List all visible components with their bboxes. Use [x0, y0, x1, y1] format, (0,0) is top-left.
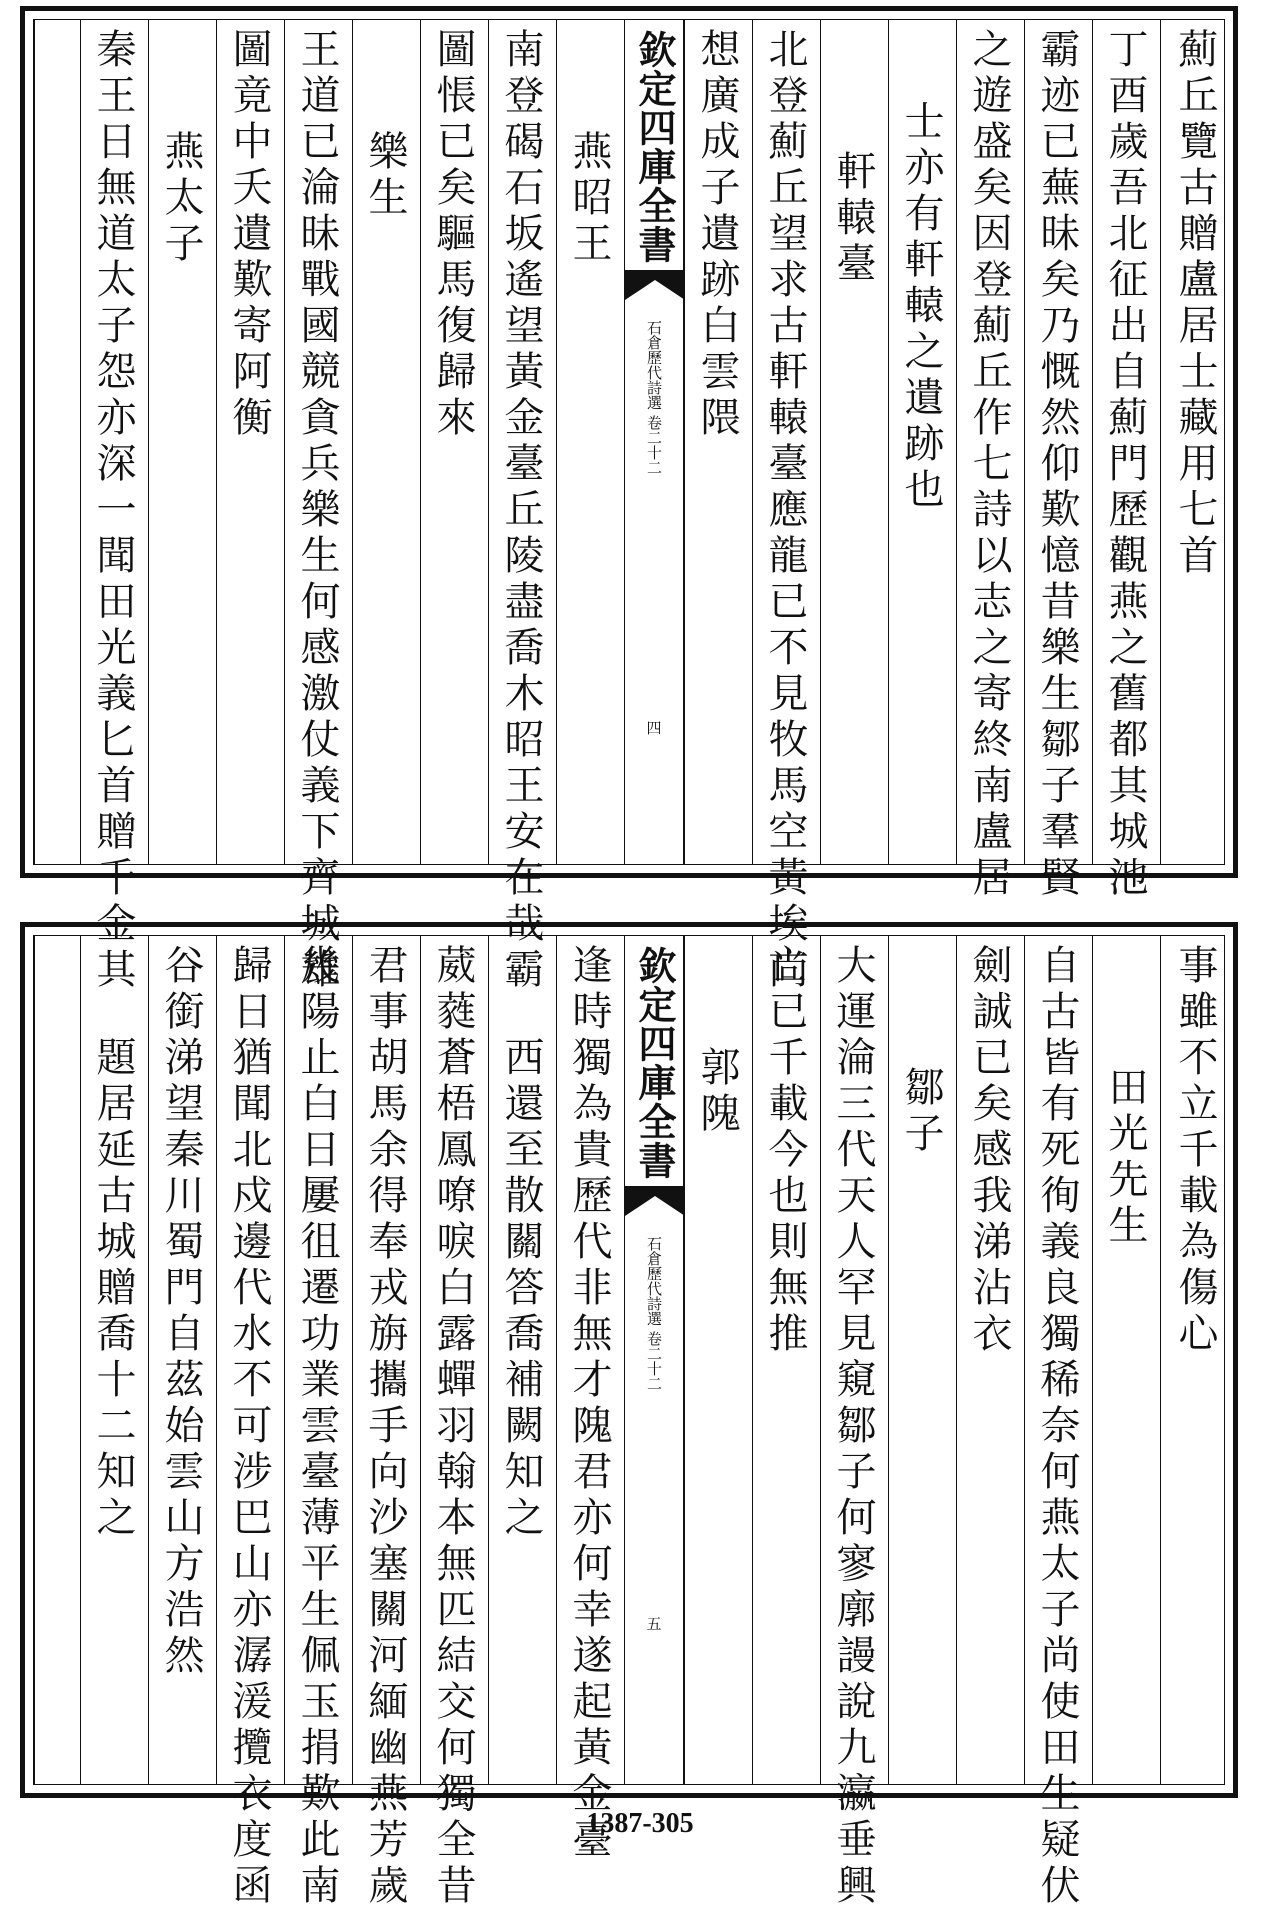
text-column	[284, 20, 352, 994]
text-column	[80, 936, 148, 1784]
source-name: 石倉歷代詩選	[645, 1236, 663, 1326]
column-text: 之遊盛矣因登薊丘作七詩以志之寄終南盧居	[966, 28, 1012, 902]
text-column	[888, 936, 956, 1784]
text-column	[80, 20, 148, 994]
text-column	[956, 936, 1024, 1784]
text-column	[420, 20, 488, 864]
source-title	[645, 1236, 663, 1391]
text-column	[684, 936, 752, 1784]
column-text: 君事胡馬余得奉戎旃攜手向沙塞關河緬幽燕芳歲	[362, 944, 408, 1910]
center-gutter	[624, 936, 684, 1784]
text-column	[420, 936, 488, 1910]
column-text: 想廣成子遺跡白雲隈	[694, 28, 740, 442]
column-text: 王道已淪昧戰國競貪兵樂生何感激仗義下齊城雄	[294, 28, 340, 994]
column-text: 圖悵已矣驅馬復歸來	[430, 28, 476, 442]
margin-column	[34, 20, 80, 864]
text-column	[556, 936, 624, 1864]
text-column	[216, 20, 284, 864]
column-text: 鄒子	[898, 1066, 944, 1158]
text-column	[488, 936, 556, 1784]
column-text: 谷銜涕望秦川蜀門自茲始雲山方浩然	[158, 944, 204, 1680]
column-text: 北登薊丘望求古軒轅臺應龍已不見牧馬空黃埃尚	[762, 28, 808, 994]
text-column	[488, 20, 556, 994]
text-column	[684, 20, 752, 864]
text-column	[1160, 936, 1234, 1784]
source-title	[645, 320, 663, 475]
column-text: 薊丘覽古贈盧居士藏用七首	[1172, 28, 1218, 580]
column-text: 郭隗	[694, 1046, 740, 1138]
text-column	[820, 936, 888, 1910]
column-text: 軒轅臺	[830, 150, 876, 288]
top-page-frame	[33, 19, 1225, 994]
text-column	[1160, 20, 1234, 864]
column-text: 燕太子	[158, 130, 204, 268]
text-column	[1024, 936, 1092, 1910]
text-column	[956, 20, 1024, 902]
column-text: 題居延古城贈喬十二知之	[90, 1036, 136, 1542]
column-text: 亡已千載今也則無推	[762, 944, 808, 1358]
book-title: 欽定四庫全書	[632, 946, 677, 1180]
column-text: 秦王日無道太子怨亦深一聞田光義匕首贈千金其	[90, 28, 136, 994]
text-column	[284, 936, 352, 1910]
fishtail-mark-icon	[625, 1186, 685, 1216]
column-text: 逢時獨為貴歷代非無才隗君亦何幸遂起黃金臺	[566, 944, 612, 1864]
column-text: 田光先生	[1102, 1066, 1148, 1250]
column-text: 士亦有軒轅之遺跡也	[898, 100, 944, 514]
text-column	[1024, 20, 1092, 902]
text-column	[352, 20, 420, 864]
column-text: 劍誠已矣感我涕沾衣	[966, 944, 1012, 1358]
column-text: 丁酉歲吾北征出自薊門歷觀燕之舊都其城池	[1102, 28, 1148, 902]
volume-number: 卷二十二	[645, 1330, 663, 1391]
text-column	[216, 936, 284, 1910]
column-text: 事雖不立千載為傷心	[1172, 944, 1218, 1358]
text-column	[888, 20, 956, 864]
volume-number: 卷二十二	[645, 414, 663, 475]
column-text: 大運淪三代天人罕見窺鄒子何寥廓謾說九瀛垂興	[830, 944, 876, 1910]
text-column	[752, 936, 820, 1784]
text-column	[556, 20, 624, 864]
text-column	[752, 20, 820, 994]
column-text: 燕昭王	[566, 130, 612, 268]
column-text: 幾陽止白日屢徂遷功業雲臺薄平生佩玉捐歎此南	[294, 944, 340, 1910]
text-column	[1092, 936, 1160, 1784]
column-text: 西還至散關答喬補闕知之	[498, 1036, 544, 1542]
column-text: 南登碣石坂遙望黃金臺丘陵盡喬木昭王安在哉霸	[498, 28, 544, 994]
leaf-number: 四	[644, 720, 663, 735]
column-text: 葳蕤蒼梧鳳嘹唳白露蟬羽翰本無匹結交何獨全昔	[430, 944, 476, 1910]
column-text: 歸日猶聞北戍邊代水不可涉巴山亦潺湲攬衣度函	[226, 944, 272, 1910]
source-name: 石倉歷代詩選	[645, 320, 663, 410]
text-column	[352, 936, 420, 1910]
text-column	[148, 936, 216, 1784]
page-number: 1387-305	[586, 1808, 694, 1839]
book-title: 欽定四庫全書	[632, 30, 677, 264]
column-text: 霸迹已蕪昧矣乃慨然仰歎憶昔樂生鄒子羣賢	[1034, 28, 1080, 902]
margin-column	[34, 936, 80, 1784]
text-column	[1092, 20, 1160, 902]
column-text: 自古皆有死徇義良獨稀奈何燕太子尚使田生疑伏	[1034, 944, 1080, 1910]
center-gutter	[624, 20, 684, 864]
leaf-number: 五	[644, 1616, 663, 1631]
top-page	[20, 6, 1238, 994]
fishtail-mark-icon	[625, 270, 685, 300]
text-column	[820, 20, 888, 864]
column-text: 圖竟中夭遺歎寄阿衡	[226, 28, 272, 442]
text-column	[148, 20, 216, 864]
column-text: 樂生	[362, 130, 408, 222]
